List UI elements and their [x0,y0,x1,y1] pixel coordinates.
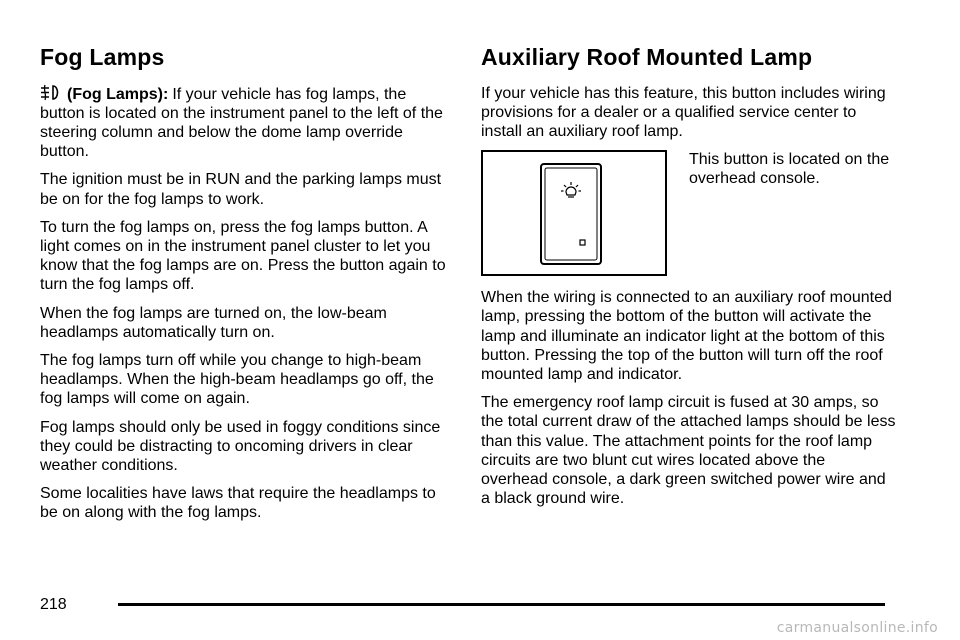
figure-row [481,150,896,276]
fog-lamps-intro [40,84,452,162]
left-paragraph: Fog lamps should only be used in foggy conditions since they could be distracting to oncoming drivers in clear weather conditions. [40,418,441,475]
footer-rule [118,603,885,606]
roof-lamp-heading: Auxiliary Roof Mounted Lamp [481,44,813,70]
left-paragraph: The fog lamps turn off while you change to high-beam headlamps. When the high-beam headlamps go off, the fog lamps will come on again. [40,352,434,408]
left-column [40,40,452,532]
right-column [481,40,896,517]
left-paragraph: Some localities have laws that require the headlamps to be on along with the fog lamps. [40,485,436,522]
fog-lamps-lead: (Fog Lamps): [67,85,169,103]
page-number: 218 [40,596,67,613]
right-paragraph: When the wiring is connected to an auxiliary roof mounted lamp, pressing the bottom of the button will activate the lamp and illuminate an indicator light at the bottom of this button. Pressing the top of the button will turn off the roof mounted lamp and indicator. [481,289,892,384]
roof-lamp-button-illustration [483,152,665,274]
left-paragraph: To turn the fog lamps on, press the fog lamps button. A light comes on in the instrument panel cluster to let you know that the fog lamps are on. Press the button again to turn the fog lamps off. [40,218,446,294]
right-paragraph: The emergency roof lamp circuit is fused at 30 amps, so the total current draw of the attached lamps should be less than this value. The attachment points for the roof lamp circuits are two blunt cut wires located above the overhead console, a dark green switched power wire and a black ground wire. [481,394,896,508]
figure-caption: This button is located on the overhead console. [689,151,890,188]
left-paragraph: The ignition must be in RUN and the parking lamps must be on for the fog lamps to work. [40,171,442,208]
fog-lamps-heading: Fog Lamps [40,44,165,70]
left-paragraph: When the fog lamps are turned on, the low-beam headlamps automatically turn on. [40,304,387,341]
fog-lamps-lead-text: If your vehicle has fog lamps, the button is located on the instrument panel to the left of the steering column and below the dome lamp override button. [40,85,443,161]
roof-lamp-intro: If your vehicle has this feature, this button includes wiring provisions for a dealer or a qualified service center to install an auxiliary roof lamp. [481,84,886,140]
watermark: carmanualsonline.info [776,620,938,636]
roof-lamp-button-figure [481,150,667,276]
fog-lamp-icon [40,84,62,101]
